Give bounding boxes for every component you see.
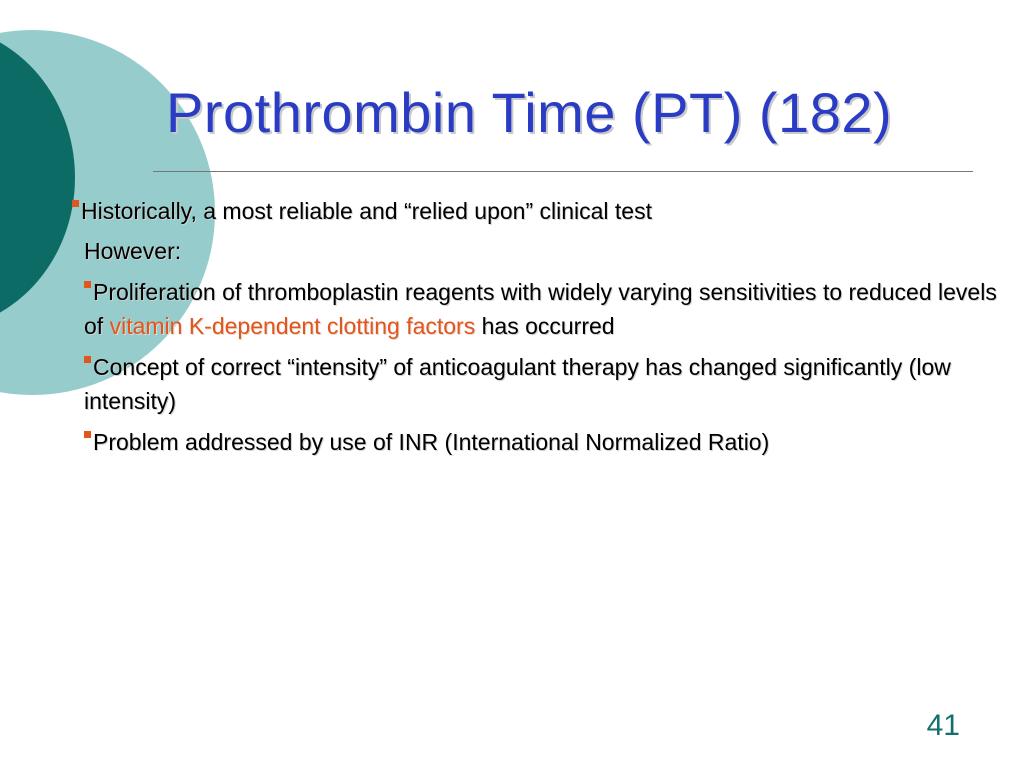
- slide-body: [72, 194, 1002, 466]
- bullet-text-before-highlight: Proliferation of thromboplastin reagents with widely varying sensitivities to reduced levels of: [84, 279, 997, 339]
- bullet-item: [72, 194, 1002, 228]
- sub-bullet-item: [84, 425, 1002, 459]
- bullet-text: Problem addressed by use of INR (International Normalized Ratio): [93, 429, 770, 455]
- slide-title: Prothrombin Time (PT) (182): [166, 81, 893, 144]
- title-divider: [153, 171, 973, 172]
- sub-bullet-item: [84, 350, 1002, 418]
- square-bullet-icon: [84, 281, 91, 288]
- bullet-text-after-highlight: has occurred: [475, 313, 615, 339]
- however-line: However:: [84, 238, 182, 264]
- square-bullet-icon: [84, 431, 91, 438]
- bullet-text: Historically, a most reliable and “relied upon” clinical test: [81, 198, 652, 224]
- bullet-text: Concept of correct “intensity” of anticoagulant therapy has changed significantly (low intensity): [84, 354, 951, 414]
- page-number: 41: [926, 709, 960, 742]
- square-bullet-icon: [84, 356, 91, 363]
- highlighted-phrase: vitamin K-dependent clotting factors: [109, 313, 476, 339]
- sub-bullet-item: [84, 275, 1002, 343]
- square-bullet-icon: [72, 200, 79, 207]
